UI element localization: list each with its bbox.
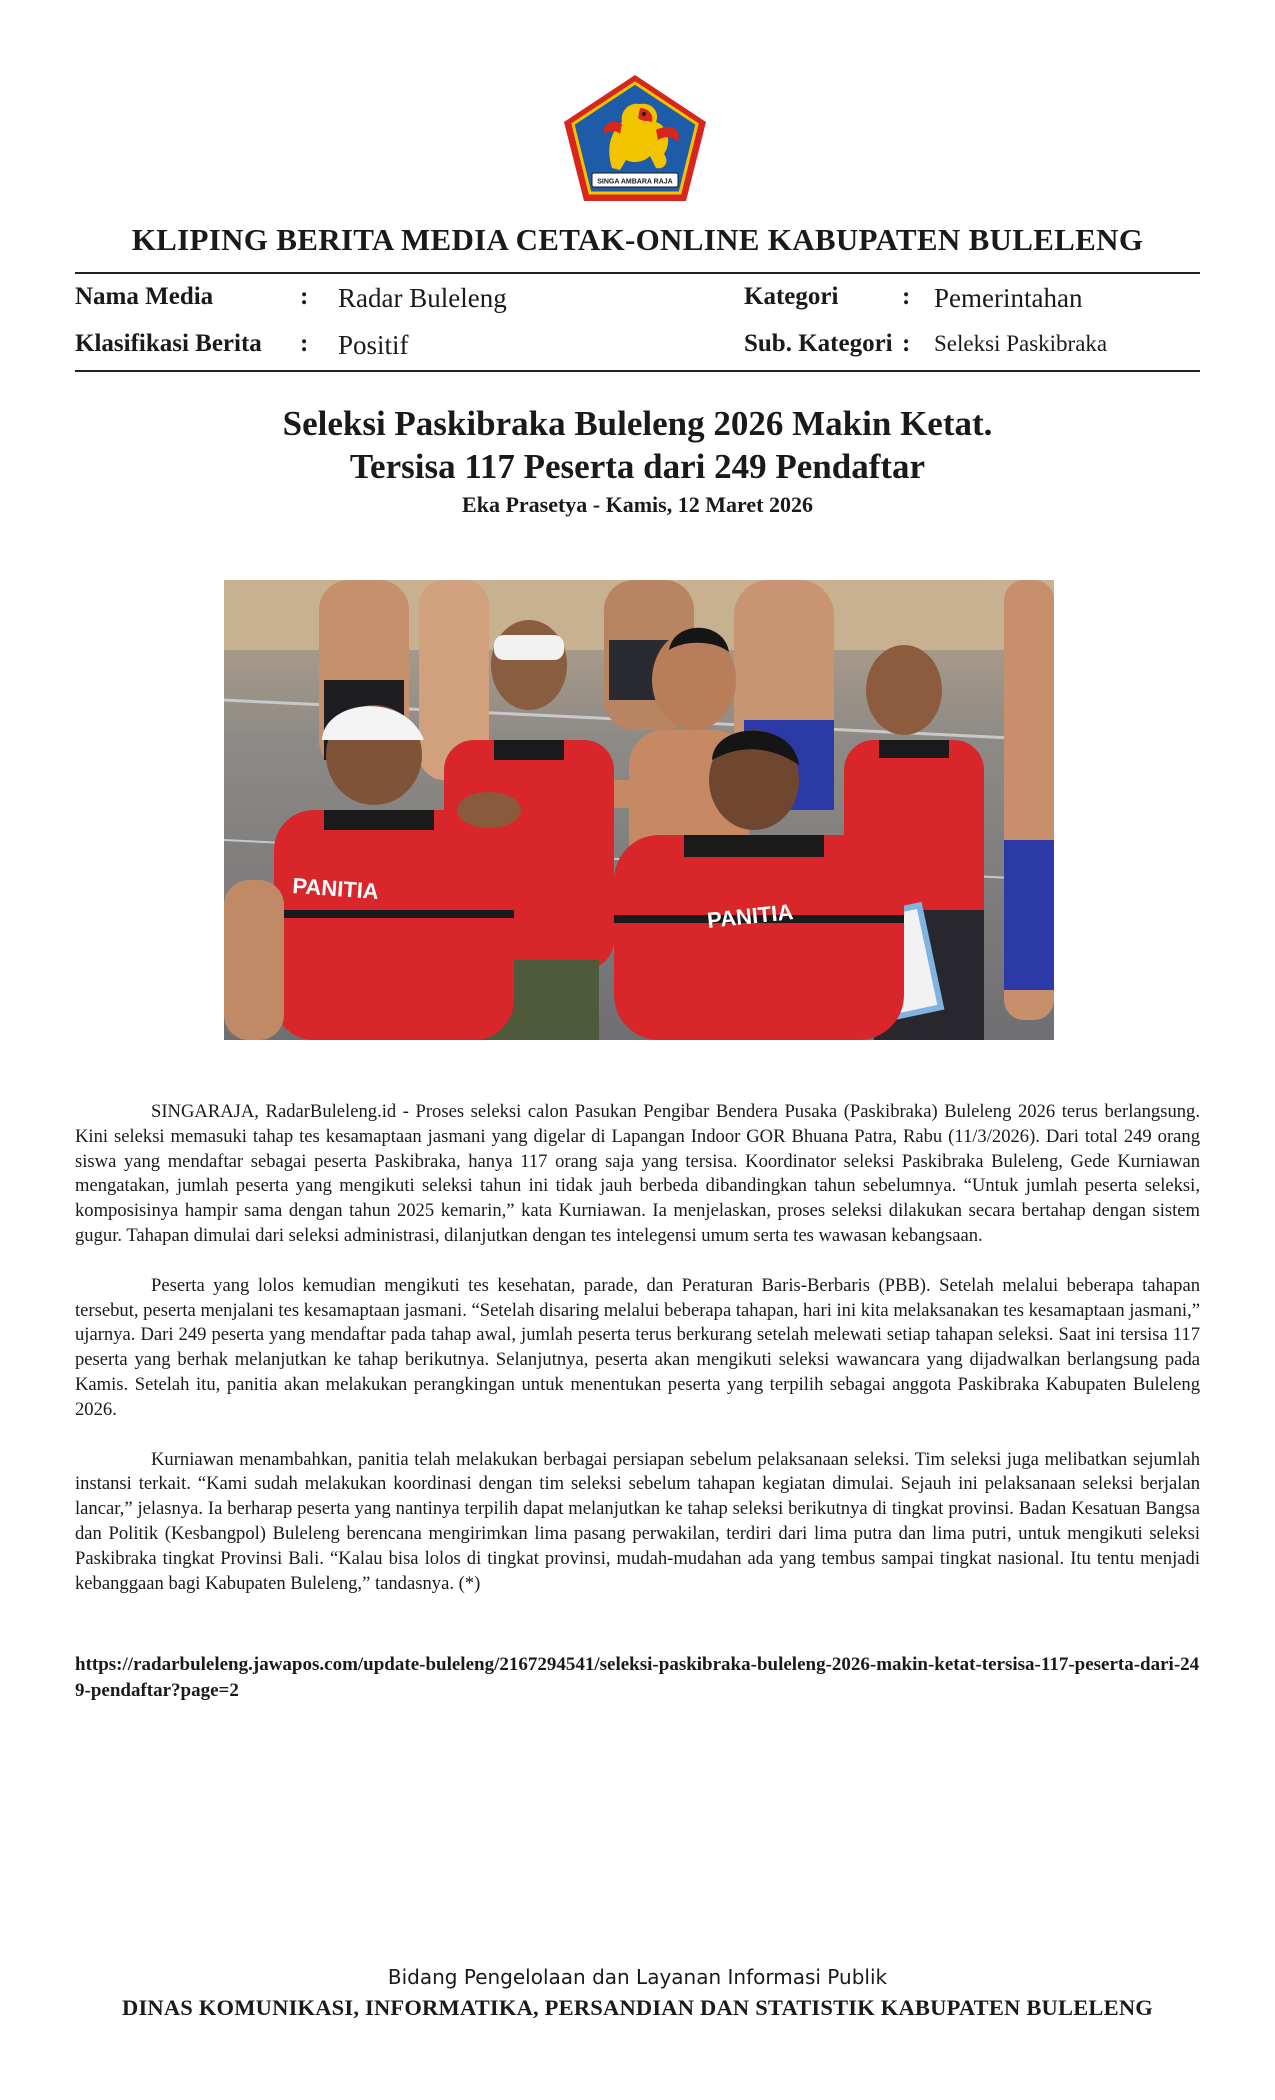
source-url-link[interactable]: https://radarbuleleng.jawapos.com/update-buleleng/2167294541/seleksi-paskibraka-buleleng-2026-makin-ketat-tersisa-117-peserta-dari-249-pendaftar?page=2 xyxy=(75,1654,1200,1701)
photo-shirt-text-right: PANITIA xyxy=(705,899,795,933)
subcategory-value: Seleksi Paskibraka xyxy=(934,331,1108,356)
clipping-title: KLIPING BERITA MEDIA CETAK-ONLINE KABUPATEN BULELENG xyxy=(131,222,1144,257)
article-paragraph-3: Kurniawan menambahkan, panitia telah melakukan berbagai persiapan sebelum pelaksanaan seleksi. Tim seleksi juga melibatkan sejumlah instansi terkait. “Kami sudah melakukan koordinasi dengan tim seleksi sebelum tahapan kegiatan dimulai. Sejauh ini pelaksanaan seleksi berjalan lancar,” jelasnya. Ia berharap peserta yang nantinya terpilih dapat melanjutkan ke tahap seleksi berikutnya di tingkat provinsi. Badan Kesatuan Bangsa dan Politik (Kesbangpol) Buleleng berencana mengirimkan lima pasang perwakilan, terdiri dari lima putra dan lima putri, untuk mengikuti seleksi Paskibraka tingkat Provinsi Bali. “Kalau bisa lolos di tingkat provinsi, mudah-mudahan ada yang tembus sampai tingkat nasional. Itu tentu menjadi kebanggaan bagi Kabupaten Buleleng,” tandasnya. (*) xyxy=(75,1448,1200,1594)
buleleng-regency-logo xyxy=(560,72,710,204)
classification-value: Positif xyxy=(338,330,409,360)
photo-shirt-text-left: PANITIA xyxy=(291,873,380,905)
category-colon: : xyxy=(902,283,911,310)
article-headline xyxy=(0,402,1275,488)
article-paragraph-2: Peserta yang lolos kemudian mengikuti tes kesehatan, parade, dan Peraturan Baris-Berbaris (PBB). Setelah melalui beberapa tahapan tersebut, peserta menjalani tes kesamaptaan jasmani. “Setelah disaring melalui beberapa tahapan, hari ini kita melaksanakan tes kesamaptaan jasmani,” ujarnya. Dari 249 peserta yang mendaftar pada tahap awal, jumlah peserta terus berkurang setelah melewati setiap tahapan seleksi. Saat ini tersisa 117 peserta yang berhak melanjutkan ke tahap berikutnya. Selanjutnya, peserta akan mengikuti seleksi wawancara yang dijadwalkan berlangsung pada Kamis. Setelah itu, panitia akan melakukan perangkingan untuk menentukan peserta yang terpilih sebagai anggota Paskibraka Kabupaten Buleleng 2026. xyxy=(75,1274,1200,1420)
subcategory-label: Sub. Kategori xyxy=(744,330,893,357)
article-body xyxy=(75,1100,1200,1621)
header-divider-top xyxy=(75,272,1200,274)
header-divider-bottom xyxy=(75,370,1200,372)
classification-colon: : xyxy=(300,330,309,357)
article-photo xyxy=(224,580,1054,1040)
footer-department: Bidang Pengelolaan dan Layanan Informasi Publik xyxy=(387,1965,888,1989)
headline-line-2: Tersisa 117 Peserta dari 249 Pendaftar xyxy=(349,447,926,486)
category-label: Kategori xyxy=(744,283,839,310)
logo-emblem-text: SINGA AMBARA RAJA xyxy=(597,178,673,186)
media-name-value: Radar Buleleng xyxy=(338,283,507,313)
classification-label: Klasifikasi Berita xyxy=(75,330,262,357)
category-value: Pemerintahan xyxy=(934,283,1083,313)
article-paragraph-1: SINGARAJA, RadarBuleleng.id - Proses seleksi calon Pasukan Pengibar Bendera Pusaka (Paskibraka) Buleleng 2026 terus berlangsung. Kini seleksi memasuki tahap tes kesamaptaan jasmani yang digelar di Lapangan Indoor GOR Bhuana Patra, Rabu (11/3/2026). Dari total 249 orang siswa yang mendaftar sebagai peserta Paskibraka, hanya 117 orang saja yang tersisa. Koordinator seleksi Paskibraka Buleleng, Gede Kurniawan mengatakan, jumlah peserta yang mengikuti seleksi tahun ini tidak jauh berbeda dibandingkan tahun sebelumnya. “Untuk jumlah peserta seleksi, komposisinya hampir sama dengan tahun 2025 kemarin,” kata Kurniawan. Ia menjelaskan, proses seleksi dilakukan secara bertahap dengan sistem gugur. Tahapan dimulai dari seleksi administrasi, dilanjutkan dengan tes intelegensi umum serta tes wawasan kebangsaan. xyxy=(75,1101,1200,1246)
subcategory-colon: : xyxy=(902,330,911,357)
headline-line-1: Seleksi Paskibraka Buleleng 2026 Makin Ketat. xyxy=(282,404,993,443)
media-name-colon: : xyxy=(300,283,309,310)
footer-agency: DINAS KOMUNIKASI, INFORMATIKA, PERSANDIAN DAN STATISTIK KABUPATEN BULELENG xyxy=(122,1995,1153,2020)
article-byline: Eka Prasetya - Kamis, 12 Maret 2026 xyxy=(462,492,813,517)
media-name-label: Nama Media xyxy=(75,283,214,310)
